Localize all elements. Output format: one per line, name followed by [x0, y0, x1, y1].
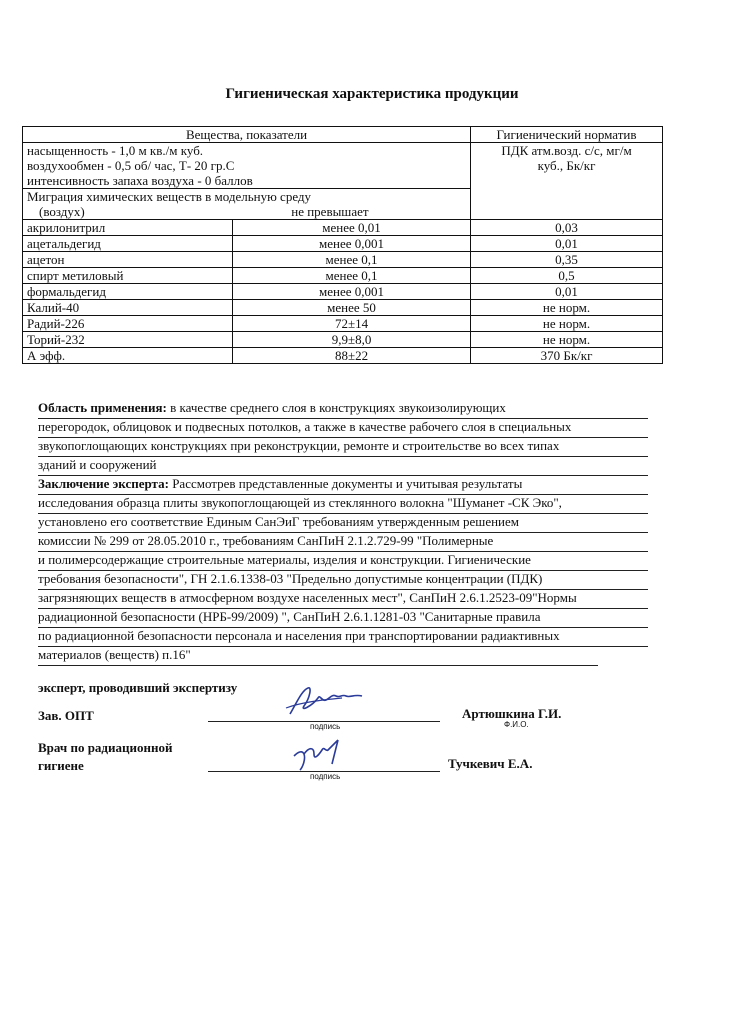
position-head: Зав. ОПТ	[38, 708, 94, 723]
norm-units-line: куб., Бк/кг	[537, 158, 596, 173]
substance-norm: 0,35	[471, 252, 663, 268]
scope-line: звукопоглощающих конструкциях при реконструкции, ремонте и строительстве во всех типах	[38, 438, 648, 457]
substance-value: менее 0,01	[233, 220, 471, 236]
substance-name: ацетальдегид	[23, 236, 233, 252]
signature-1-caption: подпись	[310, 722, 341, 731]
table-header-row	[23, 127, 663, 143]
condition-line: интенсивность запаха воздуха - 0 баллов	[27, 173, 253, 188]
conclusion-line: установлено его соответствие Единым СанЭиГ требованиям утвержденным решением	[38, 514, 648, 533]
substance-norm: не норм.	[471, 300, 663, 316]
condition-line: насыщенность - 1,0 м кв./м куб.	[27, 143, 204, 158]
scope-line: зданий и сооружений	[38, 457, 648, 476]
name-1: Артюшкина Г.И.	[462, 706, 562, 721]
substance-norm: 0,5	[471, 268, 663, 284]
migration-medium: (воздух)	[39, 204, 85, 219]
substance-value: менее 0,1	[233, 268, 471, 284]
substance-value: 9,9±8,0	[233, 332, 471, 348]
conclusion-line: и полимерсодержащие строительные материалы, изделия и конструкции. Гигиенические	[38, 552, 648, 571]
conclusion-line: исследования образца плиты звукопоглощающей из стеклянного волокна "Шуманет -СК Эко",	[38, 495, 648, 514]
scope-text: в качестве среднего слоя в конструкциях звукоизолирующих	[166, 400, 506, 415]
substance-name: акрилонитрил	[23, 220, 233, 236]
substance-name: спирт метиловый	[23, 268, 233, 284]
substance-name: А эфф.	[23, 348, 233, 364]
substance-value: менее 50	[233, 300, 471, 316]
substance-name: Радий-226	[23, 316, 233, 332]
fio-caption: Ф.И.О.	[504, 720, 529, 729]
substance-norm: 370 Бк/кг	[471, 348, 663, 364]
norm-units-cell	[471, 143, 663, 220]
substance-name: формальдегид	[23, 284, 233, 300]
table-row	[23, 348, 663, 364]
signature-2-caption: подпись	[310, 772, 341, 781]
conclusion-line: загрязняющих веществ в атмосферном воздухе населенных мест", СанПиН 2.6.1.2523-09"Нормы	[38, 590, 648, 609]
substance-value: менее 0,001	[233, 284, 471, 300]
conclusion-label: Заключение эксперта:	[38, 476, 169, 491]
table-row	[23, 316, 663, 332]
substance-value: менее 0,001	[233, 236, 471, 252]
signature-1-image	[282, 684, 372, 720]
scope-label: Область применения:	[38, 400, 167, 415]
conditions-cell	[23, 143, 471, 189]
expert-label: эксперт, проводивший экспертизу	[38, 680, 238, 695]
substance-name: Калий-40	[23, 300, 233, 316]
table-row	[23, 268, 663, 284]
scope-line	[38, 400, 648, 419]
signature-2-image	[288, 736, 358, 772]
name-2: Тучкевич Е.А.	[448, 756, 533, 771]
substance-value: менее 0,1	[233, 252, 471, 268]
table-row	[23, 220, 663, 236]
substance-norm: не норм.	[471, 316, 663, 332]
conclusion-text: Рассмотрев представленные документы и учитывая результаты	[168, 476, 523, 491]
substance-name: ацетон	[23, 252, 233, 268]
conclusion-line: по радиационной безопасности персонала и населения при транспортировании радиактивных	[38, 628, 648, 647]
conclusion-line: комиссии № 299 от 28.05.2010 г., требованиям СанПиН 2.1.2.729-99 "Полимерные	[38, 533, 648, 552]
conclusion-line: требования безопасности", ГН 2.1.6.1338-03 "Предельно допустимые концентрации (ПДК)	[38, 571, 648, 590]
table-row	[23, 236, 663, 252]
substance-value: 88±22	[233, 348, 471, 364]
position-radiation-1: Врач по радиационной	[38, 740, 173, 755]
substance-name: Торий-232	[23, 332, 233, 348]
migration-subline	[27, 204, 466, 219]
position-radiation-2: гигиене	[38, 758, 84, 773]
substance-value: 72±14	[233, 316, 471, 332]
scope-section	[38, 400, 648, 476]
header-substances: Вещества, показатели	[23, 127, 471, 143]
scope-line: перегородок, облицовок и подвесных потолков, а также в качестве рабочего слоя в специальных	[38, 419, 648, 438]
conditions-row	[23, 143, 663, 189]
substance-norm: 0,01	[471, 284, 663, 300]
condition-line: воздухообмен - 0,5 об/ час, Т- 20 гр.С	[27, 158, 235, 173]
conclusion-section	[38, 476, 648, 666]
header-norm: Гигиенический норматив	[471, 127, 663, 143]
table-row	[23, 300, 663, 316]
substance-norm: не норм.	[471, 332, 663, 348]
substance-norm: 0,01	[471, 236, 663, 252]
norm-units-line: ПДК атм.возд. с/с, мг/м	[501, 143, 632, 158]
hygiene-table	[22, 126, 663, 364]
migration-title: Миграция химических веществ в модельную среду	[27, 189, 312, 204]
document-title: Гигиеническая характеристика продукции	[225, 86, 519, 102]
conclusion-line: радиационной безопасности (НРБ-99/2009) ", СанПиН 2.6.1.1281-03 "Санитарные правила	[38, 609, 648, 628]
substance-norm: 0,03	[471, 220, 663, 236]
table-row	[23, 332, 663, 348]
table-row	[23, 252, 663, 268]
table-row	[23, 284, 663, 300]
conclusion-line: материалов (веществ) п.16"	[38, 647, 598, 666]
migration-status: не превышает	[291, 204, 369, 219]
migration-cell	[23, 189, 471, 220]
conclusion-line	[38, 476, 648, 495]
